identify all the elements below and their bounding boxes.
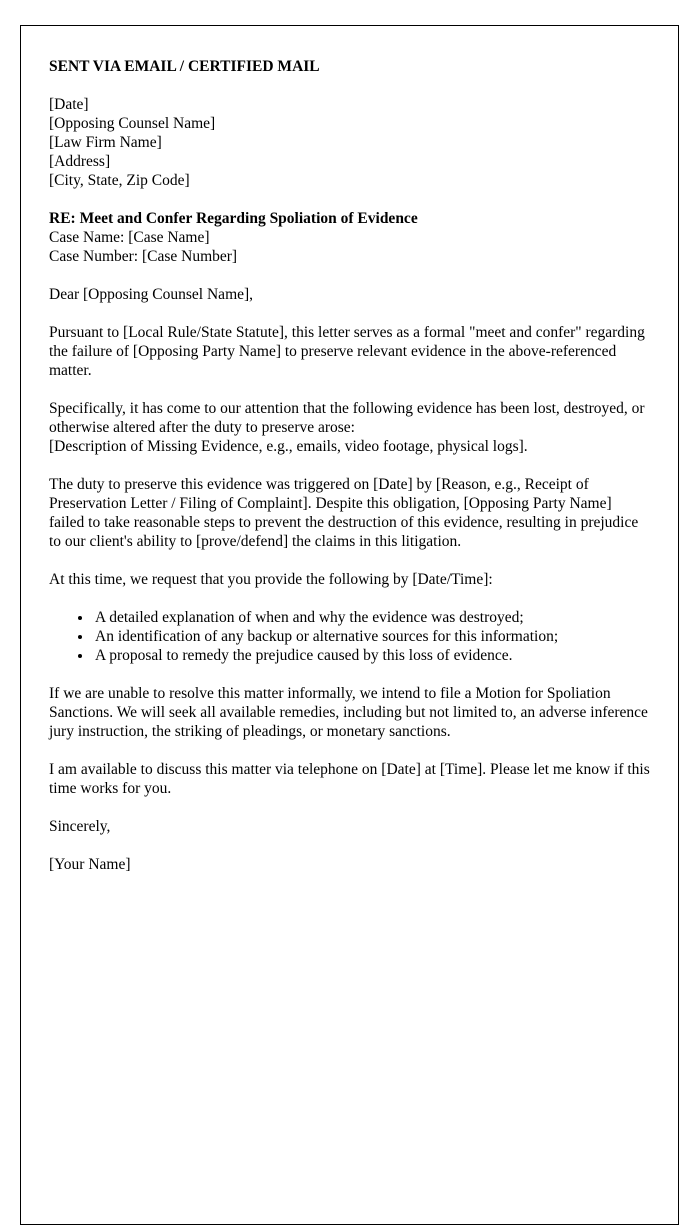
paragraph-sanctions-warning: If we are unable to resolve this matter informally, we intend to file a Motion for Spoliation Sanctions. We will seek all available remedies, including but not limited to, an adverse inference jury instruction, the striking of pleadings, or monetary sanctions. [49, 685, 648, 740]
request-item-explanation: • A detailed explanation of when and why the evidence was destroyed; [93, 608, 650, 627]
request-item-backup-sources: • An identification of any backup or alternative sources for this information; [93, 627, 650, 646]
closing-line: Sincerely, [49, 818, 111, 835]
paragraph-specifics [49, 399, 650, 456]
subject-block [49, 209, 650, 266]
letter-body [49, 57, 650, 874]
opposing-counsel-name-line: [Opposing Counsel Name] [49, 115, 216, 132]
recipient-address-block [49, 95, 650, 190]
case-name-line: Case Name: [Case Name] [49, 229, 210, 246]
law-firm-name-line: [Law Firm Name] [49, 134, 162, 151]
missing-evidence-placeholder: [Description of Missing Evidence, e.g., emails, video footage, physical logs]. [49, 438, 528, 455]
date-placeholder-line: [Date] [49, 96, 89, 113]
delivery-method-line: SENT VIA EMAIL / CERTIFIED MAIL [49, 58, 320, 75]
address-line: [Address] [49, 153, 111, 170]
paragraph-request-lead: At this time, we request that you provide the following by [Date/Time]: [49, 571, 493, 588]
salutation: Dear [Opposing Counsel Name], [49, 286, 254, 303]
subject-line: RE: Meet and Confer Regarding Spoliation of Evidence [49, 210, 418, 227]
specifics-lead-text: Specifically, it has come to our attention that the following evidence has been lost, destroyed, or otherwise altered after the duty to preserve arose: [49, 400, 645, 436]
request-items-list [49, 608, 650, 665]
paragraph-availability: I am available to discuss this matter via telephone on [Date] at [Time]. Please let me know if this time works for you. [49, 761, 650, 797]
request-item-remedy-proposal: • A proposal to remedy the prejudice caused by this loss of evidence. [93, 646, 650, 665]
paragraph-introduction: Pursuant to [Local Rule/State Statute], this letter serves as a formal "meet and confer" regarding the failure of [Opposing Party Name] to preserve relevant evidence in the above-referenced matter. [49, 324, 645, 379]
paragraph-duty-to-preserve: The duty to preserve this evidence was triggered on [Date] by [Reason, e.g., Receipt of Preservation Letter / Filing of Complaint]. Despite this obligation, [Opposing Party Name] failed to take reasonable steps to prevent the destruction of this evidence, resulting in prejudice to our client's ability to [prove/defend] the claims in this litigation. [49, 476, 639, 550]
city-state-zip-line: [City, State, Zip Code] [49, 172, 190, 189]
letter-page [20, 25, 679, 1225]
signature-placeholder: [Your Name] [49, 856, 131, 873]
case-number-line: Case Number: [Case Number] [49, 248, 238, 265]
